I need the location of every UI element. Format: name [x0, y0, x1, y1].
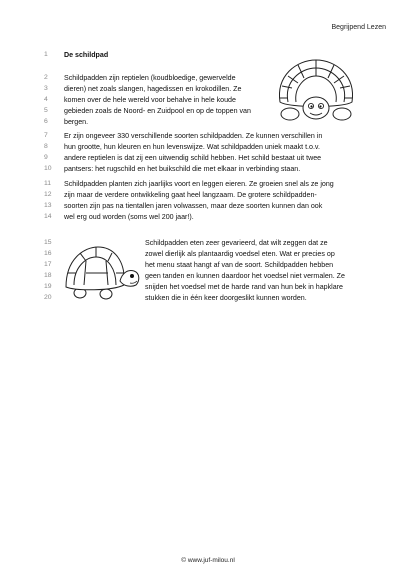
line-text: dieren) net zoals slangen, hagedissen en krokodillen. Ze: [64, 85, 242, 93]
line-number: 14: [44, 213, 52, 220]
tortoise-side-illustration: [62, 243, 142, 301]
line-text: soorten zijn pas na tientallen jaren volwassen, maar deze soorten kunnen dan ook: [64, 202, 323, 210]
line-number: 8: [44, 143, 48, 150]
text-line: [0, 212, 416, 222]
line-text: geen tanden en kunnen daardoor het voedsel niet vermalen. Ze: [145, 272, 345, 280]
page-header-label: Begrijpend Lezen: [331, 24, 386, 31]
line-number: 12: [44, 191, 52, 198]
line-number: 13: [44, 202, 52, 209]
text-line: [0, 201, 416, 211]
line-number: 4: [44, 96, 48, 103]
line-number: 9: [44, 154, 48, 161]
line-text: komen over de hele wereld voor behalve in hele koude: [64, 96, 236, 104]
line-number: 3: [44, 85, 48, 92]
line-number: 6: [44, 118, 48, 125]
line-text: stukken die in één keer doorgeslikt kunnen worden.: [145, 294, 307, 302]
text-line: [0, 164, 416, 174]
text-line: [0, 190, 416, 200]
line-text: zowel dierlijk als plantaardig voedsel eten. Wat er precies op: [145, 250, 335, 258]
line-text: Schildpadden planten zich jaarlijks voort en leggen eieren. Ze groeien snel als ze jong: [64, 180, 334, 188]
line-text: gebieden zoals de Noord- en Zuidpool en op de toppen van: [64, 107, 251, 115]
page-footer: © www.juf-milou.nl: [181, 557, 235, 564]
line-number: 15: [44, 239, 52, 246]
tortoise-front-illustration: [274, 56, 358, 126]
text-line: [0, 153, 416, 163]
line-number: 16: [44, 250, 52, 257]
line-text: snijden het voedsel met de harde rand van hun bek in hapklare: [145, 283, 343, 291]
line-text: het menu staat hangt af van de soort. Schildpadden hebben: [145, 261, 334, 269]
line-number: 7: [44, 132, 48, 139]
line-number: 18: [44, 272, 52, 279]
line-number: 5: [44, 107, 48, 114]
line-text: Schildpadden zijn reptielen (koudbloedige, gewervelde: [64, 74, 236, 82]
line-text: pantsers: het rugschild en het buikschild die met elkaar in verbinding staan.: [64, 165, 301, 173]
line-number: 17: [44, 261, 52, 268]
line-number: 20: [44, 294, 52, 301]
line-text: hun grootte, hun kleuren en hun levenswijze. Wat schildpadden uniek maakt t.o.v.: [64, 143, 320, 151]
line-text: Schildpadden eten zeer gevarieerd, dat wilt zeggen dat ze: [145, 239, 328, 247]
page-title: De schildpad: [64, 51, 109, 59]
line-number: 11: [44, 180, 52, 187]
line-number: 2: [44, 74, 48, 81]
line-number: 19: [44, 283, 52, 290]
line-number: 1: [44, 51, 48, 58]
line-text: wel erg oud worden (soms wel 200 jaar!).: [64, 213, 194, 221]
line-number: 10: [44, 165, 52, 172]
line-text: Er zijn ongeveer 330 verschillende soorten schildpadden. Ze kunnen verschillen in: [64, 132, 323, 140]
line-text: zijn maar de verdere ontwikkeling gaat heel langzaam. De grotere schildpadden-: [64, 191, 317, 199]
line-text: andere reptielen is dat zij een uitwendig schild hebben. Het schild bestaat uit twee: [64, 154, 322, 162]
text-line: [0, 131, 416, 141]
line-text: bergen.: [64, 118, 89, 126]
text-line: [0, 179, 416, 189]
text-line: [0, 142, 416, 152]
